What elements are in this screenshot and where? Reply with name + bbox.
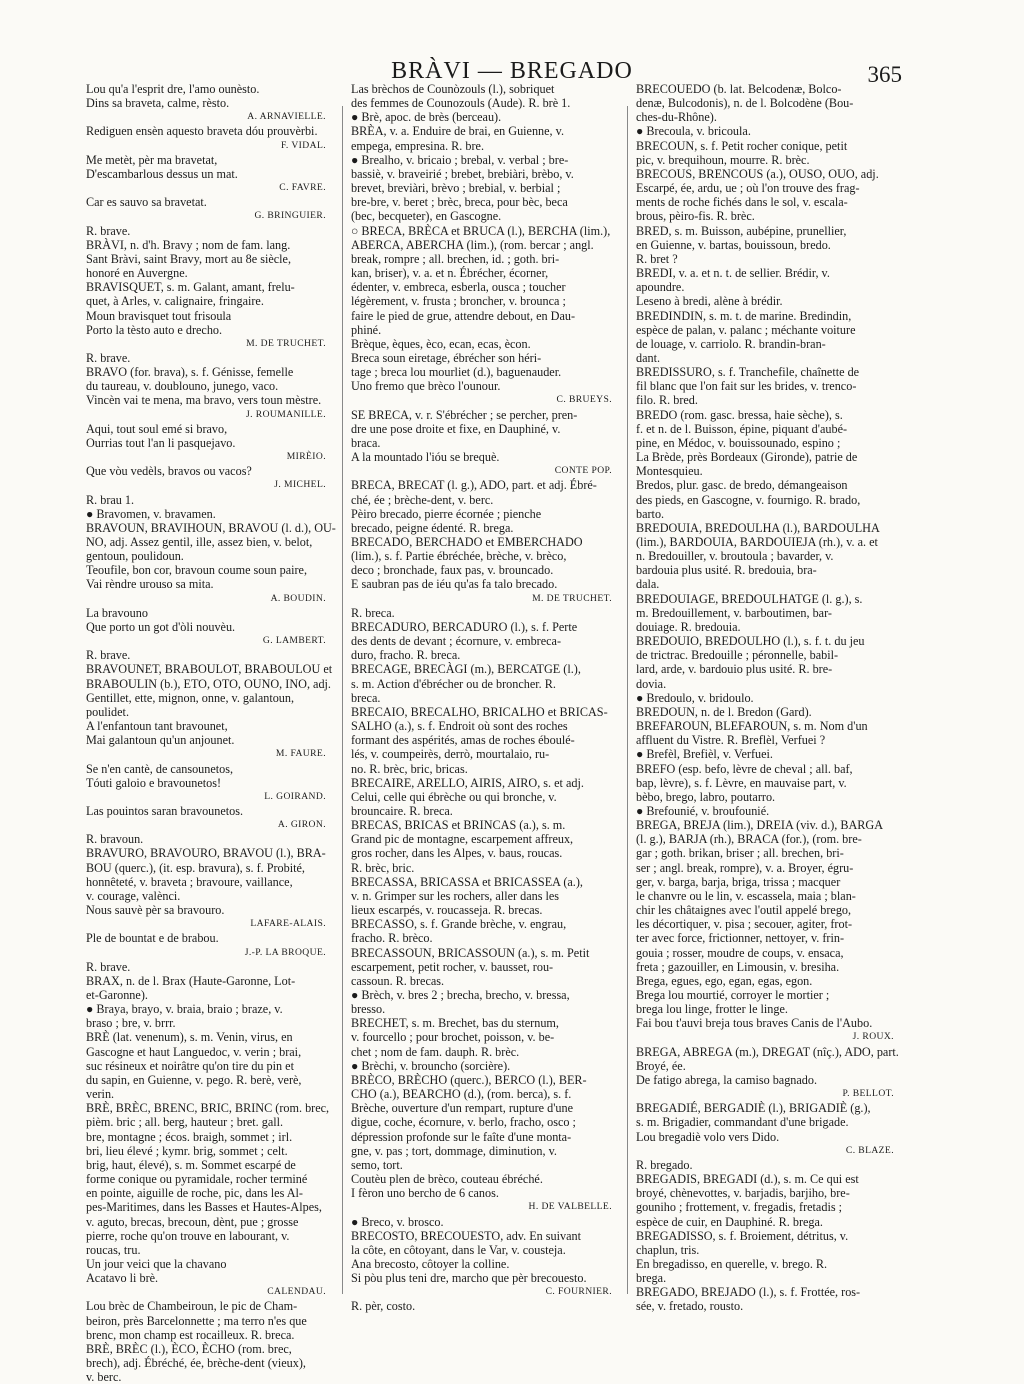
text-line: BRECHET, s. m. Brechet, bas du sternum, bbox=[351, 1016, 559, 1031]
text-line: ○ BRECA, BRÈCA et BRUCA (l.), BERCHA (lim.), bbox=[351, 223, 611, 238]
text-line: v. aguto, brecas, brecoun, dènt, pue ; grosse bbox=[86, 1214, 299, 1229]
text-line: Uno fremo que brèco l'ounour. bbox=[351, 379, 501, 394]
text-line: BRÀVI, n. d'h. Bravy ; nom de fam. lang. bbox=[86, 237, 291, 252]
text-line: bap, lèvre), s. f. Lèvre, en mauvaise part, v. bbox=[636, 775, 847, 790]
quote-attribution: C. FOURNIER. bbox=[545, 1286, 612, 1298]
text-line: ter avec force, frictionner, nettoyer, v. frin- bbox=[636, 931, 845, 946]
text-line: Las pouintos saran bravounetos. bbox=[86, 803, 244, 818]
text-line: lés, v. coumpeirès, derrò, mourtalaio, ru- bbox=[351, 747, 550, 762]
text-line: Broyé, ée. bbox=[636, 1058, 686, 1073]
text-line: ches-du-Rhône). bbox=[636, 110, 717, 125]
text-line: s. m. Action d'ébrécher ou de broncher. R. bbox=[351, 676, 556, 691]
text-line: lard, arde, v. bardouio plus usité. R. bre- bbox=[636, 662, 833, 677]
text-line: en pointe, aiguille de roche, pic, dans les Al- bbox=[86, 1186, 303, 1201]
text-line: sée, v. fretado, rousto. bbox=[636, 1299, 744, 1314]
text-line: Lou qu'a l'esprit dre, l'amo ounèsto. bbox=[86, 82, 260, 96]
text-line: R. bret ? bbox=[636, 251, 678, 266]
text-line: bassiè, v. braveirié ; brebet, brebiàri, brèbo, v. bbox=[351, 166, 574, 181]
text-line: I fèron uno bercho de 6 canos. bbox=[351, 1186, 499, 1201]
text-line: BRECAIRE, ARELLO, AIRIS, AIRO, s. et adj. bbox=[351, 775, 584, 790]
text-line: Porto la tèsto auto e drecho. bbox=[86, 322, 223, 337]
quote-attribution: A. BOUDIN. bbox=[270, 592, 326, 604]
text-line: gouniho ; frottement, v. fregadis, fretadis ; bbox=[636, 1200, 843, 1215]
quote-attribution: C. BRUEYS. bbox=[556, 394, 612, 406]
text-line: D'escambarlous dessus un mat. bbox=[86, 166, 238, 181]
text-line: BREFAROUN, BLEFAROUN, s. m. Nom d'un bbox=[636, 719, 868, 734]
page-title: BRÀVI — BREGADO bbox=[391, 58, 633, 84]
quote-attribution: G. BRINGUIER. bbox=[254, 210, 326, 222]
text-line: Fai bou t'auvi breja tous braves Canis de l'Aubo. bbox=[636, 1016, 873, 1031]
text-line: A la mountado l'ióu se brequè. bbox=[351, 450, 500, 465]
text-line: (lim.), s. f. Partie ébréchée, brèche, v. brèco, bbox=[351, 549, 567, 564]
text-line: honnêteté, v. braveta ; bravoure, vaillance, bbox=[86, 874, 293, 889]
text-line: des pieds, en Gascogne, v. fournigo. R. brado, bbox=[636, 492, 861, 507]
text-line: brevet, breviàri, brèvo ; brebial, v. berbial ; bbox=[351, 181, 561, 196]
text-line: BREDOUIA, BREDOULHA (l.), BARDOULHA bbox=[636, 520, 880, 535]
text-line: R. breca. bbox=[351, 605, 395, 620]
text-line: BRABOULIN (b.), ETO, OTO, OUNO, INO, adj. bbox=[86, 676, 331, 691]
text-line: douiage. R. bredouia. bbox=[636, 619, 741, 634]
text-line: brig, haut, élevé), s. m. Sommet escarpé de bbox=[86, 1157, 296, 1172]
text-line: braso ; bre, v. brrr. bbox=[86, 1016, 176, 1031]
text-line: Un jour veici que la chavano bbox=[86, 1256, 227, 1271]
text-line: BRECADO, BERCHADO et EMBERCHADO bbox=[351, 535, 583, 549]
text-line: BRAVO (for. brava), s. f. Génisse, femelle bbox=[86, 365, 294, 380]
text-line: BRÈCO, BRÈCHO (querc.), BERCO (l.), BER- bbox=[351, 1072, 587, 1087]
text-line: Vai rèndre urouso sa mita. bbox=[86, 577, 214, 592]
text-line: ● Braya, brayo, v. braia, braio ; braze, v. bbox=[86, 1002, 283, 1017]
text-line: BRECAIO, BRECALHO, BRICALHO et BRICAS- bbox=[351, 704, 608, 719]
text-line: R. brave. bbox=[86, 959, 131, 974]
text-line: pièm. bric ; all. berg, hauteur ; bret. gall. bbox=[86, 1115, 284, 1130]
dictionary-column-right bbox=[636, 82, 904, 1314]
text-line: BRECOUN, s. f. Petit rocher conique, petit bbox=[636, 138, 848, 153]
text-line: ● Breco, v. brosco. bbox=[351, 1214, 444, 1229]
text-line: la côte, en côtoyant, dans le Var, v. cousteja. bbox=[351, 1242, 566, 1257]
text-line: ● Brefounié, v. broufounié. bbox=[636, 803, 770, 818]
text-line: brenc, mon champ est rocailleux. R. breca. bbox=[86, 1327, 295, 1342]
text-line: R. brave. bbox=[86, 223, 131, 238]
text-line: Si pòu plus teni dre, marcho que pèr brecouesto. bbox=[351, 1271, 587, 1286]
text-line: ● Brèchi, v. brouncho (sorcière). bbox=[351, 1058, 511, 1073]
text-line: BREDOUIAGE, BREDOULHATGE (l. g.), s. bbox=[636, 591, 863, 606]
text-line: roucas, tru. bbox=[86, 1242, 141, 1257]
text-line: affluent du Vistre. R. Breflèl, Verfuei ? bbox=[636, 733, 826, 748]
text-line: v. fourcello ; pour brochet, poisson, v. be- bbox=[351, 1030, 555, 1045]
text-line: ● Brèch, v. bres 2 ; brecha, brecho, v. bressa, bbox=[351, 988, 570, 1002]
text-line: s. m. Brigadier, commandant d'une brigade. bbox=[636, 1115, 849, 1130]
quote-attribution: L. GOIRAND. bbox=[264, 790, 326, 802]
text-line: apoundre. bbox=[636, 280, 685, 295]
text-line: et-Garonne). bbox=[86, 988, 148, 1002]
text-line: Grand pic de montagne, escarpement affreux, bbox=[351, 832, 574, 847]
text-line: La Brède, près Bordeaux (Gironde), patrie de bbox=[636, 450, 858, 465]
text-line: ché, ée ; brèche-dent, v. berc. bbox=[351, 492, 494, 507]
text-line: BRAVOUNET, BRABOULOT, BRABOULOU et bbox=[86, 662, 333, 677]
text-line: Gentillet, ette, mignon, onne, v. galantoun, bbox=[86, 690, 295, 705]
text-line: escarpement, petit rocher, v. bausset, rou- bbox=[351, 959, 554, 974]
text-line: Brèque, èques, èco, ecan, ecas, ècon. bbox=[351, 336, 531, 351]
text-line: bre, montagne ; écos. braigh, sommet ; irl. bbox=[86, 1129, 293, 1144]
text-line: BRAVISQUET, s. m. Galant, amant, frelu- bbox=[86, 280, 295, 295]
quote-attribution: J.-P. LA BROQUE. bbox=[244, 946, 326, 958]
quote-attribution: C. FAVRE. bbox=[279, 182, 326, 194]
text-line: no. R. brèc, bric, bricas. bbox=[351, 761, 468, 776]
text-line: Gascogne et haut Languedoc, v. verin ; brai, bbox=[86, 1044, 302, 1059]
text-line: ● Brecoula, v. bricoula. bbox=[636, 124, 751, 139]
text-line: Ple de bountat e de brabou. bbox=[86, 931, 219, 946]
text-line: breca. bbox=[351, 690, 381, 705]
quote-attribution: M. DE TRUCHET. bbox=[246, 337, 326, 349]
text-line: break, rompre ; all. brechen, id. ; goth. bri- bbox=[351, 251, 560, 266]
text-line: Moun bravisquet tout frisoula bbox=[86, 308, 232, 323]
text-line: Ana brecosto, côtoyer la colline. bbox=[351, 1256, 510, 1271]
text-line: BRAX, n. de l. Brax (Haute-Garonne, Lot- bbox=[86, 973, 296, 988]
text-line: Brèche, ouverture d'un rempart, rupture d'une bbox=[351, 1101, 573, 1116]
text-line: R. brèc, bric. bbox=[351, 860, 415, 875]
text-line: freta ; gazouiller, en Limousin, v. bresiha. bbox=[636, 959, 840, 974]
page-number: 365 bbox=[867, 62, 902, 87]
quote-attribution: A. GIRON. bbox=[277, 819, 326, 831]
text-line: Teoufile, bon cor, bravoun coume soun paire, bbox=[86, 563, 308, 578]
text-line: BREDOUN, n. de l. Bredon (Gard). bbox=[636, 704, 812, 719]
text-line: BREDISSURO, s. f. Tranchefile, chaînette de bbox=[636, 365, 860, 380]
text-line: gar ; goth. brikan, briser ; all. brechen, bri- bbox=[636, 846, 844, 861]
quote-attribution: M. FAURE. bbox=[275, 748, 326, 760]
text-line: R. pèr, costo. bbox=[351, 1299, 416, 1314]
text-line: légèrement, v. frusta ; broncher, v. brounca ; bbox=[351, 294, 566, 309]
quote-attribution: M. DE TRUCHET. bbox=[532, 592, 612, 604]
text-line: brega. bbox=[636, 1271, 667, 1286]
text-line: R. bregado. bbox=[636, 1157, 693, 1172]
text-line: v. courage, valènci. bbox=[86, 888, 181, 903]
text-line: bresso. bbox=[351, 1002, 386, 1017]
text-line: brech), adj. Ébréché, ée, brèche-dent (vieux), bbox=[86, 1356, 306, 1371]
text-line: Nous sauvè pèr sa bravouro. bbox=[86, 903, 225, 918]
text-line: n. Bredouiller, v. broutoula ; bavarder, v. bbox=[636, 549, 834, 564]
quote-attribution: J. MICHEL. bbox=[274, 479, 326, 491]
text-line: poulidet. bbox=[86, 704, 129, 719]
text-line: des dents de devant ; écornure, v. embreca- bbox=[351, 634, 562, 649]
quote-attribution: LAFARE-ALAIS. bbox=[250, 918, 326, 930]
text-line: fracho. R. brèco. bbox=[351, 931, 433, 946]
text-line: BRECOUEDO (b. lat. Belcodenæ, Bolco- bbox=[636, 82, 842, 96]
text-line: BREGA, BREJA (lim.), DREIA (viv. d.), BARGA bbox=[636, 818, 884, 833]
text-line: BRECOUS, BRENCOUS (a.), OUSO, OUO, adj. bbox=[636, 166, 879, 181]
text-line: cassoun. R. brecas. bbox=[351, 973, 445, 988]
text-line: ● Brè, apoc. de brès (berceau). bbox=[351, 110, 502, 125]
text-line: kan, briser), v. a. et n. Ébrécher, écorner, bbox=[351, 266, 549, 281]
quote-attribution: A. ARNAVIELLE. bbox=[247, 111, 326, 123]
text-line: (l. g.), BARJA (rh.), BRACA (for.), (rom. bre- bbox=[636, 832, 862, 847]
text-line: NO, adj. Assez gentil, ille, assez bien, v. belot, bbox=[86, 535, 313, 549]
text-line: bre-bre, v. beret ; brèc, breca, pour bèc, beca bbox=[351, 195, 568, 210]
text-line: phiné. bbox=[351, 322, 382, 337]
text-line: suc résineux et noirâtre qu'on tire du pin et bbox=[86, 1058, 294, 1073]
text-line: édenter, v. embreca, esberla, ousca ; toucher bbox=[351, 280, 566, 295]
text-line: dant. bbox=[636, 350, 661, 365]
text-line: BRÈ, BRÈC (l.), ÈCO, ÈCHO (rom. brec, bbox=[86, 1341, 292, 1356]
text-line: chir les châtaignes avec l'outil appelé brego, bbox=[636, 903, 852, 918]
text-line: Rediguen ensèn aquesto braveta dóu prouvèrbi. bbox=[86, 124, 318, 139]
text-line: Dins sa braveta, calme, rèsto. bbox=[86, 96, 230, 111]
text-line: Celui, celle qui ébrèche ou qui bronche, v. bbox=[351, 789, 557, 804]
text-line: Pèiro brecado, pierre écornée ; pienche bbox=[351, 506, 542, 521]
text-line: des femmes de Counozouls (Aude). R. brè 1. bbox=[351, 96, 571, 111]
text-line: du sapin, en Guienne, v. pego. R. berè, verè, bbox=[86, 1072, 302, 1087]
text-line: BREDO (rom. gasc. bressa, haie sèche), s. bbox=[636, 407, 843, 422]
text-line: Vincèn vai te mena, ma bravo, vers toun mèstre. bbox=[86, 393, 322, 408]
text-line: pic, v. brequihoun, mourre. R. brèc. bbox=[636, 152, 810, 167]
text-line: Brega, egues, ego, egan, egas, egon. bbox=[636, 973, 813, 988]
text-line: v. n. Grimper sur les rochers, aller dans les bbox=[351, 888, 560, 903]
text-line: BREDOUIO, BREDOULHO (l.), s. f. t. du jeu bbox=[636, 634, 865, 649]
text-line: brouncaire. R. breca. bbox=[351, 803, 453, 818]
text-line: ments de roche fichés dans le sol, v. escala- bbox=[636, 195, 848, 210]
text-line: digue, coche, écornure, v. berlo, fracho, osco ; bbox=[351, 1115, 576, 1130]
text-line: R. brave. bbox=[86, 648, 131, 663]
text-line: SALHO (a.), s. f. Endroit où sont des roches bbox=[351, 719, 568, 734]
text-line: BREGADIÉ, BERGADIÈ (l.), BRIGADIÈ (g.), bbox=[636, 1101, 871, 1116]
text-line: quet, à Arles, v. calignaire, fringaire. bbox=[86, 294, 264, 309]
text-line: fil blanc que l'on fait sur les brides, v. trenco- bbox=[636, 379, 857, 394]
text-line: espèce de palan, v. palanc ; méchante voiture bbox=[636, 322, 856, 337]
quote-attribution: CALENDAU. bbox=[267, 1286, 326, 1298]
text-line: deco ; bronchade, faux pas, v. brouncado. bbox=[351, 563, 554, 578]
text-line: gentoun, poulidoun. bbox=[86, 549, 184, 564]
text-line: BRECASSO, s. f. Grande brèche, v. engrau, bbox=[351, 917, 567, 932]
text-line: pes-Maritimes, dans les Basses et Hautes-Alpes, bbox=[86, 1200, 322, 1215]
text-line: dre une pose droite et fixe, en Dauphiné, v. bbox=[351, 421, 561, 436]
text-line: m. Bredouillement, v. barboutimen, bar- bbox=[636, 605, 832, 620]
text-line: semo, tort. bbox=[351, 1157, 403, 1172]
text-line: Que vòu vedèls, bravos ou vacos? bbox=[86, 464, 252, 479]
text-line: tage ; breca lou mourliet (d.), baguenauder. bbox=[351, 365, 562, 380]
text-line: pierre, roche qu'on trouve en labourant, v. bbox=[86, 1228, 290, 1243]
text-line: Aqui, tout soul emé si bravo, bbox=[86, 421, 228, 436]
text-line: faire le pied de grue, attendre debout, en Dau- bbox=[351, 308, 576, 323]
text-line: broyé, chènevottes, v. barjadis, barjiho, bre- bbox=[636, 1186, 850, 1201]
text-line: SE BRECA, v. r. S'ébrécher ; se percher, pren- bbox=[351, 407, 578, 422]
text-line: BRECASSA, BRICASSA et BRICASSEA (a.), bbox=[351, 874, 583, 889]
quote-attribution: P. BELLOT. bbox=[842, 1088, 894, 1100]
text-line: A l'enfantoun tant bravounet, bbox=[86, 719, 228, 734]
text-line: BRÈ, BRÈC, BRENC, BRIC, BRINC (rom. brec, bbox=[86, 1101, 330, 1116]
text-line: BRED, s. m. Buisson, aubépine, prunellier, bbox=[636, 223, 847, 238]
text-line: filo. R. bred. bbox=[636, 393, 698, 408]
text-line: BREGADIS, BREGADI (d.), s. m. Ce qui est bbox=[636, 1172, 859, 1187]
text-line: brecado, peigne édenté. R. brega. bbox=[351, 520, 514, 535]
text-line: braca. bbox=[351, 435, 381, 450]
text-line: BRAVURO, BRAVOURO, BRAVOU (l.), BRA- bbox=[86, 846, 326, 861]
quote-attribution: CONTE POP. bbox=[554, 465, 612, 477]
text-line: en Guienne, v. bartas, bouissoun, bredo. bbox=[636, 237, 831, 252]
text-line: espèce de cuir, en Dauphiné. R. brega. bbox=[636, 1214, 823, 1229]
text-line: Ourrias tout l'an li pasquejavo. bbox=[86, 435, 236, 450]
text-line: Tóuti galoio e bravounetos! bbox=[86, 775, 222, 790]
text-line: le chanvre ou le lin, v. escassela, maia ; blan- bbox=[636, 888, 856, 903]
column-divider bbox=[627, 106, 628, 1294]
text-line: BREGA, ABREGA (m.), DREGAT (nîç.), ADO, part. bbox=[636, 1044, 899, 1059]
text-line: pine, en Médoc, v. bouissounado, espino ; bbox=[636, 435, 841, 450]
text-line: bri, lieu élevé ; kymr. brig, sommet ; celt. bbox=[86, 1143, 288, 1158]
text-line: brous, pèiro-fis. R. brèc. bbox=[636, 209, 755, 224]
text-line: Lou brèc de Chambeiroun, le pic de Cham- bbox=[86, 1299, 298, 1314]
text-line: Lou bregadiè volo vers Dido. bbox=[636, 1129, 780, 1144]
text-line: La bravouno bbox=[86, 605, 148, 620]
text-line: empega, empresina. R. bre. bbox=[351, 138, 484, 153]
text-line: E saubran pas de iéu qu'as fa talo brecado. bbox=[351, 577, 558, 592]
text-line: denæ, Bulcodonis), n. de l. Bolcodène (Bou- bbox=[636, 96, 854, 111]
text-line: Brega lou mourtié, corroyer le mortier ; bbox=[636, 988, 830, 1002]
text-line: Se n'en cantè, de cansounetos, bbox=[86, 761, 234, 776]
text-line: BRECA, BRECAT (l. g.), ADO, part. et adj. Ébré- bbox=[351, 478, 597, 493]
text-line: ger, v. barga, barja, briga, trissa ; macquer bbox=[636, 874, 841, 889]
text-line: Acatavo li brè. bbox=[86, 1271, 159, 1286]
quote-attribution: MIRÈIO. bbox=[286, 451, 326, 463]
text-line: du taureau, v. doublouno, junego, vaco. bbox=[86, 379, 279, 394]
text-line: gne, v. pas ; tort, dommage, diminution, v. bbox=[351, 1143, 557, 1158]
text-line: Leseno à bredi, alène à brédir. bbox=[636, 294, 783, 309]
text-line: BREDINDIN, s. m. t. de marine. Bredindin, bbox=[636, 308, 852, 323]
text-line: BRECAGE, BRECÀGI (m.), BERCATGE (l.), bbox=[351, 662, 581, 677]
quote-attribution: H. DE VALBELLE. bbox=[528, 1201, 612, 1213]
text-line: BREGADO, BREJADO (l.), s. f. Frottée, ros- bbox=[636, 1285, 861, 1300]
text-line: BRÈ (lat. venenum), s. m. Venin, virus, en bbox=[86, 1030, 293, 1045]
text-line: BRÈA, v. a. Enduire de brai, en Guienne, v. bbox=[351, 124, 564, 139]
text-line: f. et n. de l. Buisson, épine, piquant d'aubé- bbox=[636, 421, 848, 436]
text-line: lieux escarpés, v. roucasseja. R. brecas. bbox=[351, 903, 543, 918]
text-line: BREDI, v. a. et n. t. de sellier. Brédir, v. bbox=[636, 266, 830, 281]
text-line: Coutèu plen de brèco, couteau ébréché. bbox=[351, 1172, 543, 1187]
text-line: de trictrac. Bredouille ; péronnelle, babil- bbox=[636, 648, 839, 663]
text-line: Breca soun eiretage, ébrécher son héri- bbox=[351, 350, 542, 365]
text-line: Mai galantoun qu'un anjounet. bbox=[86, 733, 235, 748]
text-line: Me metèt, pèr ma bravetat, bbox=[86, 152, 218, 167]
text-line: de louage, v. carriolo. R. brandin-bran- bbox=[636, 336, 826, 351]
text-line: honoré en Auvergne. bbox=[86, 266, 188, 281]
column-divider bbox=[342, 106, 343, 1294]
text-line: Que porto un got d'òli nouvèu. bbox=[86, 619, 236, 634]
dictionary-column-left bbox=[86, 82, 336, 1384]
quote-attribution: J. ROUX. bbox=[852, 1031, 894, 1043]
text-line: R. brau 1. bbox=[86, 492, 135, 507]
text-line: ● Brefèl, Brefièl, v. Verfuei. bbox=[636, 747, 773, 762]
text-line: BRECAS, BRICAS et BRINCAS (a.), s. m. bbox=[351, 818, 566, 833]
text-line: BRECOSTO, BRECOUESTO, adv. En suivant bbox=[351, 1228, 581, 1243]
text-line: barto. bbox=[636, 506, 665, 521]
text-line: ser ; angl. break, rompre), v. a. Broyer, égru- bbox=[636, 860, 854, 875]
text-line: les décortiquer, v. pisa ; secouer, agiter, frot- bbox=[636, 917, 853, 932]
quote-attribution: G. LAMBERT. bbox=[262, 635, 326, 647]
text-line: BREFO (esp. befo, lèvre de cheval ; all. baf, bbox=[636, 761, 853, 776]
text-line: ● Brealho, v. bricaio ; brebal, v. verbal ; bre- bbox=[351, 152, 569, 167]
text-line: dovia. bbox=[636, 676, 667, 691]
text-line: BRECADURO, BERCADURO (l.), s. f. Perte bbox=[351, 619, 578, 634]
text-line: Car es sauvo sa bravetat. bbox=[86, 195, 207, 210]
quote-attribution: F. VIDAL. bbox=[280, 139, 326, 151]
text-line: v. berc. bbox=[86, 1370, 122, 1384]
text-line: dala. bbox=[636, 577, 660, 592]
text-line: R. bravoun. bbox=[86, 832, 144, 847]
text-line: En bregadisso, en querelle, v. brego. R. bbox=[636, 1256, 828, 1271]
text-line: BRAVOUN, BRAVIHOUN, BRAVOU (l. d.), OU- bbox=[86, 520, 336, 535]
text-line: Las brèchos de Counòzouls (l.), sobriquet bbox=[351, 82, 555, 96]
text-line: chaplun, tris. bbox=[636, 1242, 700, 1257]
text-line: R. brave. bbox=[86, 350, 131, 365]
text-line: BOU (querc.), (it. esp. bravura), s. f. Probité, bbox=[86, 860, 305, 875]
text-line: De fatigo abrega, la camiso bagnado. bbox=[636, 1072, 818, 1087]
text-line: duro, fracho. R. breca. bbox=[351, 648, 461, 663]
text-line: forme conique ou pyramidale, rocher terminé bbox=[86, 1172, 308, 1187]
quote-attribution: C. BLAZE. bbox=[845, 1144, 894, 1156]
text-line: BREGADISSO, s. f. Broiement, détritus, v. bbox=[636, 1228, 849, 1243]
text-line: (lim.), BARDOUIA, BARDOUIEJA (rh.), v. a. et bbox=[636, 535, 878, 549]
text-line: dépression profonde sur le faîte d'une monta- bbox=[351, 1129, 572, 1144]
text-line: bardouia plus usité. R. bredouia, bra- bbox=[636, 563, 817, 578]
text-line: (bec, becqueter), en Gascogne. bbox=[351, 209, 502, 224]
text-line: gros rocher, dans les Alpes, v. baus, roucas. bbox=[351, 846, 563, 861]
text-line: Montesquieu. bbox=[636, 464, 703, 479]
text-line: gouia ; rosser, moudre de coups, v. ensaca, bbox=[636, 945, 844, 960]
text-line: Bredos, plur. gasc. de bredo, démangeaison bbox=[636, 478, 848, 493]
text-line: chet ; nom de fam. dauph. R. brèc. bbox=[351, 1044, 520, 1059]
dictionary-column-middle bbox=[351, 82, 622, 1314]
text-line: ABERCA, ABERCHA (lim.), (rom. bercar ; angl. bbox=[351, 237, 594, 252]
text-line: Escarpé, ée, ardu, ue ; où l'on trouve des frag- bbox=[636, 181, 860, 196]
text-line: formant des aspérités, amas de roches éboulé- bbox=[351, 733, 575, 748]
quote-attribution: J. ROUMANILLE. bbox=[246, 408, 326, 420]
text-line: brega lou linge, frotter le linge. bbox=[636, 1002, 788, 1017]
text-line: beiron, près Barcelonnette ; ma terro n'es que bbox=[86, 1313, 307, 1328]
text-line: BRECASSOUN, BRICASSOUN (a.), s. m. Petit bbox=[351, 945, 590, 960]
text-line: ● Bravomen, v. bravamen. bbox=[86, 506, 216, 521]
text-line: ● Bredoulo, v. bridoulo. bbox=[636, 690, 754, 705]
text-line: verin. bbox=[86, 1087, 115, 1102]
text-line: Sant Bràvi, saint Bravy, mort au 8e siècle, bbox=[86, 251, 291, 266]
text-line: bèbo, brego, labro, poutarro. bbox=[636, 789, 776, 804]
text-line: CHO (a.), BEARCHO (d.), (rom. berca), s. f. bbox=[351, 1087, 572, 1102]
